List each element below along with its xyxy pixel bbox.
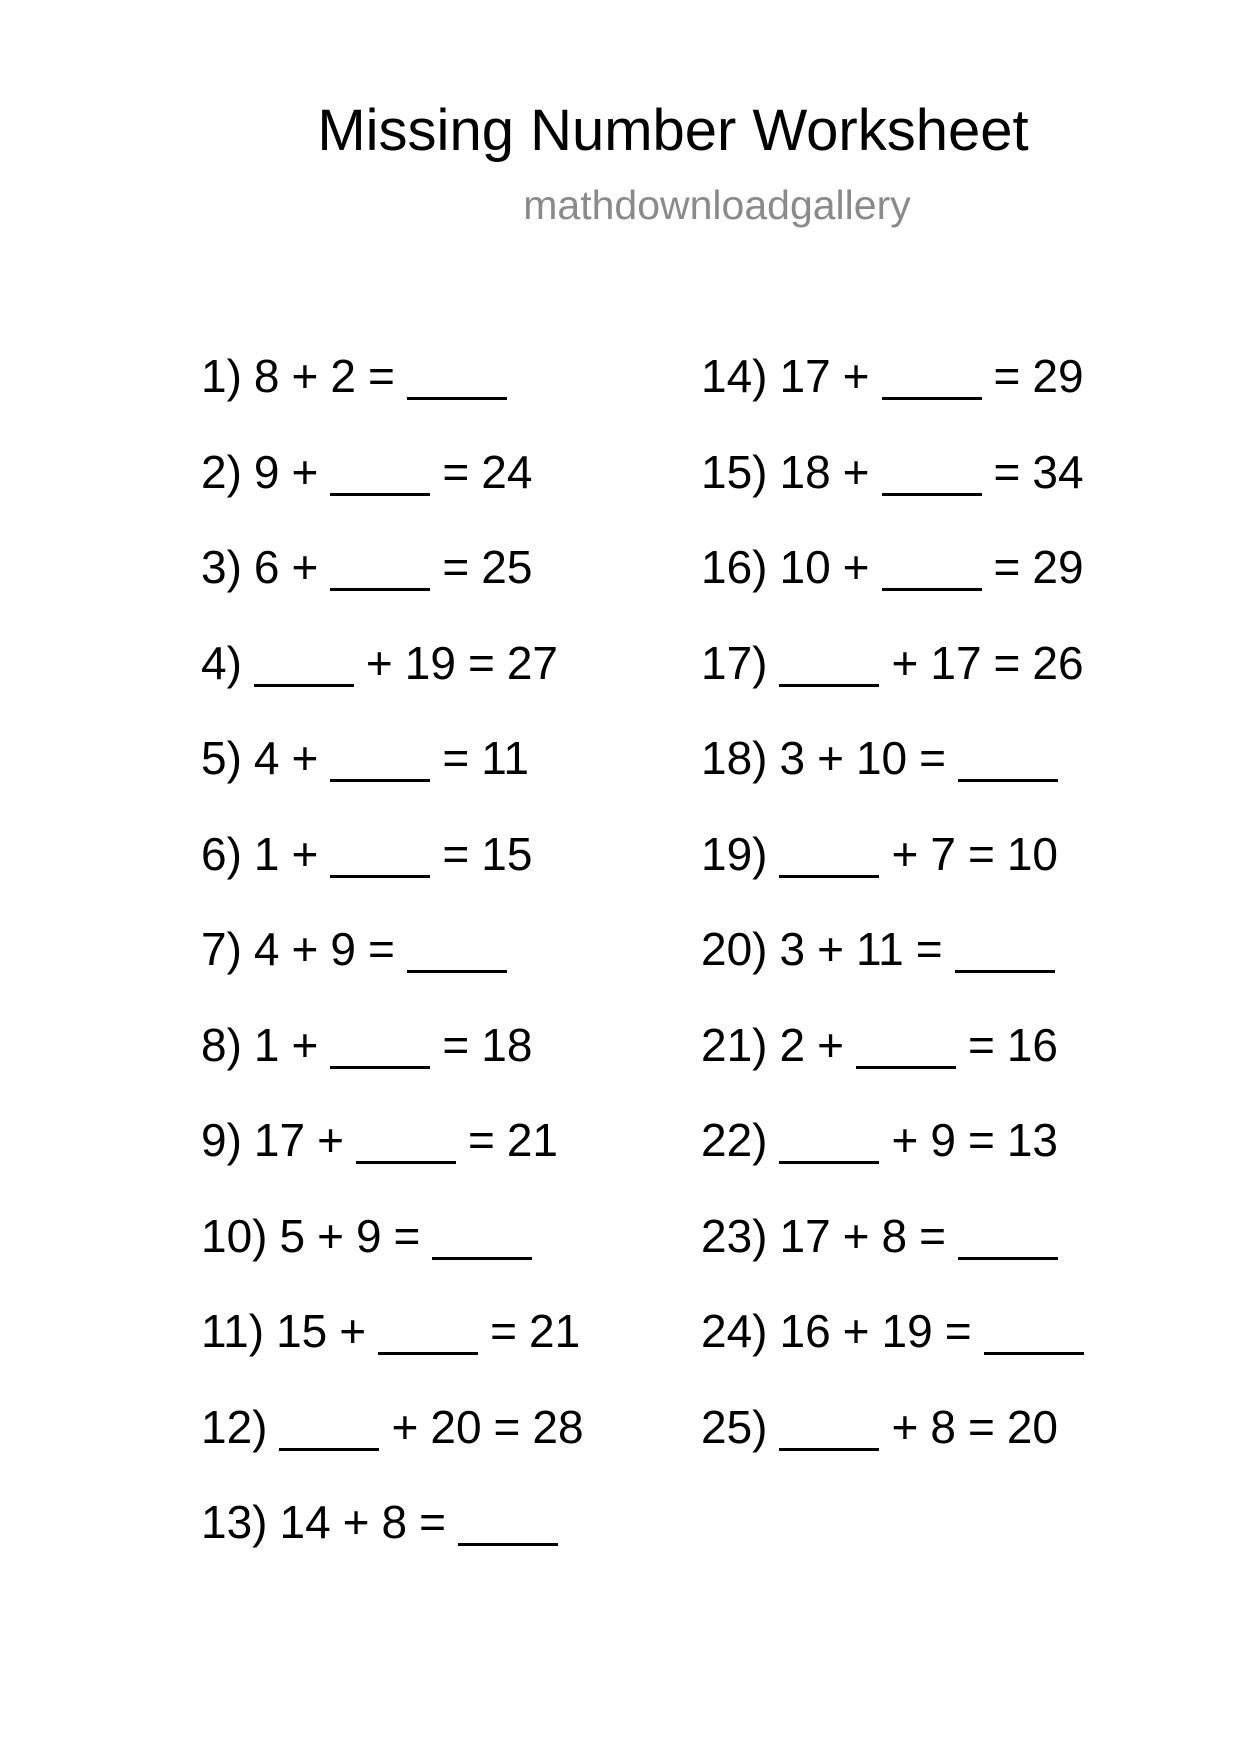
equals-sign: = (442, 732, 470, 784)
problem (701, 1015, 1084, 1111)
answer-blank[interactable] (330, 1022, 430, 1069)
problem (701, 537, 1084, 633)
problem-number: 17) (701, 636, 768, 689)
plus-sign: + (339, 1305, 367, 1357)
operand-b: 11 (855, 923, 904, 975)
operand-a: 2 (779, 1018, 806, 1071)
operand-a: 10 (779, 541, 831, 593)
problem (201, 1397, 584, 1493)
operand-a: 16 (779, 1305, 831, 1357)
operand-a: 15 (276, 1305, 328, 1357)
answer-blank[interactable] (407, 926, 507, 973)
plus-sign: + (291, 350, 319, 402)
plus-sign: + (317, 1114, 344, 1166)
operand-b: 8 (381, 1496, 408, 1548)
plus-sign: + (291, 445, 319, 498)
answer-blank[interactable] (984, 1308, 1084, 1355)
problem-number: 10) (201, 1209, 268, 1262)
equals-sign: = (367, 350, 395, 402)
equals-sign: = (993, 636, 1021, 689)
equals-sign: = (467, 636, 495, 689)
operand-a: 4 (253, 732, 280, 784)
problem (201, 442, 584, 538)
operand-b: 19 (881, 1305, 933, 1357)
operand-a: 3 (779, 732, 806, 784)
equals-sign: = (944, 1305, 972, 1357)
plus-sign: + (291, 1018, 319, 1071)
answer-blank[interactable] (356, 1117, 456, 1164)
plus-sign: + (317, 1209, 344, 1262)
plus-sign: + (842, 350, 870, 402)
answer-blank[interactable] (882, 353, 982, 400)
problem-number: 11) (201, 1305, 265, 1357)
operand-c: 34 (1032, 445, 1084, 498)
problem-number: 19) (701, 827, 768, 880)
problem-number: 8) (201, 1018, 242, 1071)
problem-number: 24) (701, 1305, 768, 1357)
problem-number: 6) (201, 827, 242, 880)
problem (701, 919, 1084, 1015)
operand-c: 25 (481, 541, 533, 593)
equals-sign: = (967, 1114, 995, 1166)
problem-number: 15) (701, 445, 768, 498)
problem-number: 13) (201, 1496, 268, 1548)
operand-c: 29 (1032, 350, 1084, 402)
plus-sign: + (291, 541, 319, 593)
plus-sign: + (891, 827, 919, 880)
plus-sign: + (817, 923, 844, 975)
plus-sign: + (817, 1018, 844, 1071)
answer-blank[interactable] (330, 831, 430, 878)
problem (701, 1206, 1084, 1302)
problem (201, 633, 584, 729)
problem-number: 21) (701, 1018, 768, 1071)
problem (201, 346, 584, 442)
problem-number: 9) (201, 1114, 242, 1166)
problem (701, 824, 1084, 920)
operand-b: 9 (355, 1209, 382, 1262)
equals-sign: = (442, 1018, 470, 1071)
operand-c: 28 (532, 1400, 584, 1453)
plus-sign: + (291, 827, 319, 880)
equals-sign: = (490, 1305, 517, 1357)
operand-b: 9 (930, 1114, 956, 1166)
problem (201, 1301, 584, 1397)
operand-c: 10 (1006, 827, 1058, 880)
answer-blank[interactable] (458, 1499, 558, 1546)
operand-b: 9 (330, 923, 356, 975)
answer-blank[interactable] (254, 640, 354, 687)
equals-sign: = (367, 923, 395, 975)
answer-blank[interactable] (330, 735, 430, 782)
equals-sign: = (493, 1400, 521, 1453)
answer-blank[interactable] (958, 735, 1058, 782)
problem (201, 1492, 584, 1588)
operand-c: 24 (481, 445, 533, 498)
equals-sign: = (442, 541, 470, 593)
operand-b: 7 (930, 827, 956, 880)
operand-a: 17 (779, 350, 831, 402)
problem-number: 23) (701, 1209, 768, 1262)
operand-b: 17 (930, 636, 982, 689)
problem (701, 442, 1084, 538)
problem (201, 1206, 584, 1302)
problem (201, 728, 584, 824)
equals-sign: = (919, 1209, 946, 1262)
problem-number: 2) (201, 445, 242, 498)
answer-blank[interactable] (958, 1213, 1058, 1260)
operand-a: 1 (253, 827, 280, 880)
operand-c: 13 (1006, 1114, 1058, 1166)
answer-blank[interactable] (856, 1022, 956, 1069)
plus-sign: + (342, 1496, 370, 1548)
operand-c: 16 (1006, 1018, 1058, 1071)
plus-sign: + (842, 1209, 870, 1262)
equals-sign: = (419, 1496, 446, 1548)
operand-b: 2 (330, 350, 356, 402)
operand-c: 21 (506, 1114, 558, 1166)
operand-c: 21 (529, 1305, 581, 1357)
equals-sign: = (442, 827, 470, 880)
problem (701, 633, 1084, 729)
operand-c: 29 (1032, 541, 1084, 593)
equals-sign: = (467, 1114, 495, 1166)
equals-sign: = (993, 445, 1021, 498)
operand-b: 10 (855, 732, 908, 784)
problem (701, 1110, 1084, 1206)
problem (201, 537, 584, 633)
problem (201, 824, 584, 920)
plus-sign: + (842, 1305, 870, 1357)
operand-a: 9 (253, 445, 280, 498)
problem-number: 16) (701, 541, 768, 593)
worksheet-title: Missing Number Worksheet (317, 98, 1029, 163)
answer-blank[interactable] (279, 1404, 379, 1451)
problems-column-left (201, 346, 584, 1588)
operand-c: 26 (1032, 636, 1084, 689)
operand-a: 17 (779, 1209, 831, 1262)
problem (701, 728, 1084, 824)
operand-b: 8 (930, 1400, 956, 1453)
problem-number: 5) (201, 732, 242, 784)
answer-blank[interactable] (407, 353, 507, 400)
operand-a: 18 (779, 445, 831, 498)
answer-blank[interactable] (955, 926, 1055, 973)
equals-sign: = (393, 1209, 421, 1262)
operand-a: 6 (253, 541, 280, 593)
equals-sign: = (967, 1400, 995, 1453)
problem-number: 7) (201, 923, 242, 975)
plus-sign: + (291, 923, 319, 975)
operand-a: 17 (253, 1114, 306, 1166)
problem (701, 1301, 1084, 1397)
answer-blank[interactable] (779, 831, 879, 878)
answer-blank[interactable] (330, 449, 430, 496)
operand-a: 5 (279, 1209, 306, 1262)
problem (201, 1110, 584, 1206)
answer-blank[interactable] (882, 544, 982, 591)
problem-number: 12) (201, 1400, 268, 1453)
worksheet-subtitle: mathdownloadgallery (523, 182, 911, 228)
answer-blank[interactable] (779, 1117, 879, 1164)
plus-sign: + (891, 1400, 919, 1453)
equals-sign: = (919, 732, 946, 784)
plus-sign: + (291, 732, 319, 784)
operand-b: 8 (881, 1209, 908, 1262)
plus-sign: + (817, 732, 844, 784)
operand-b: 19 (404, 636, 456, 689)
operand-a: 3 (779, 923, 806, 975)
operand-b: 20 (430, 1400, 482, 1453)
equals-sign: = (993, 350, 1021, 402)
operand-c: 18 (481, 1018, 533, 1071)
plus-sign: + (891, 1114, 919, 1166)
problem-number: 18) (701, 732, 768, 784)
operand-a: 4 (253, 923, 280, 975)
operand-c: 27 (506, 636, 558, 689)
problem-number: 20) (701, 923, 768, 975)
problem-number: 22) (701, 1114, 768, 1166)
problem (201, 919, 584, 1015)
equals-sign: = (442, 445, 470, 498)
plus-sign: + (842, 445, 870, 498)
equals-sign: = (993, 541, 1021, 593)
operand-a: 8 (253, 350, 280, 402)
problem-number: 4) (201, 636, 242, 689)
problem (701, 346, 1084, 442)
operand-c: 15 (481, 827, 533, 880)
answer-blank[interactable] (378, 1308, 478, 1355)
plus-sign: + (365, 636, 393, 689)
operand-c: 11 (481, 732, 530, 784)
equals-sign: = (967, 1018, 995, 1071)
equals-sign: = (967, 827, 995, 880)
operand-c: 20 (1006, 1400, 1058, 1453)
answer-blank[interactable] (779, 640, 879, 687)
plus-sign: + (842, 541, 870, 593)
equals-sign: = (915, 923, 943, 975)
answer-blank[interactable] (432, 1213, 532, 1260)
problem-number: 25) (701, 1400, 768, 1453)
operand-a: 1 (253, 1018, 280, 1071)
problem-number: 3) (201, 541, 242, 593)
problem (701, 1397, 1084, 1493)
problem-number: 1) (201, 350, 242, 402)
answer-blank[interactable] (779, 1404, 879, 1451)
answer-blank[interactable] (330, 544, 430, 591)
problem-number: 14) (701, 350, 768, 402)
problem (201, 1015, 584, 1111)
plus-sign: + (391, 1400, 419, 1453)
problems-column-right (701, 346, 1084, 1492)
operand-a: 14 (279, 1496, 331, 1548)
answer-blank[interactable] (882, 449, 982, 496)
plus-sign: + (891, 636, 919, 689)
